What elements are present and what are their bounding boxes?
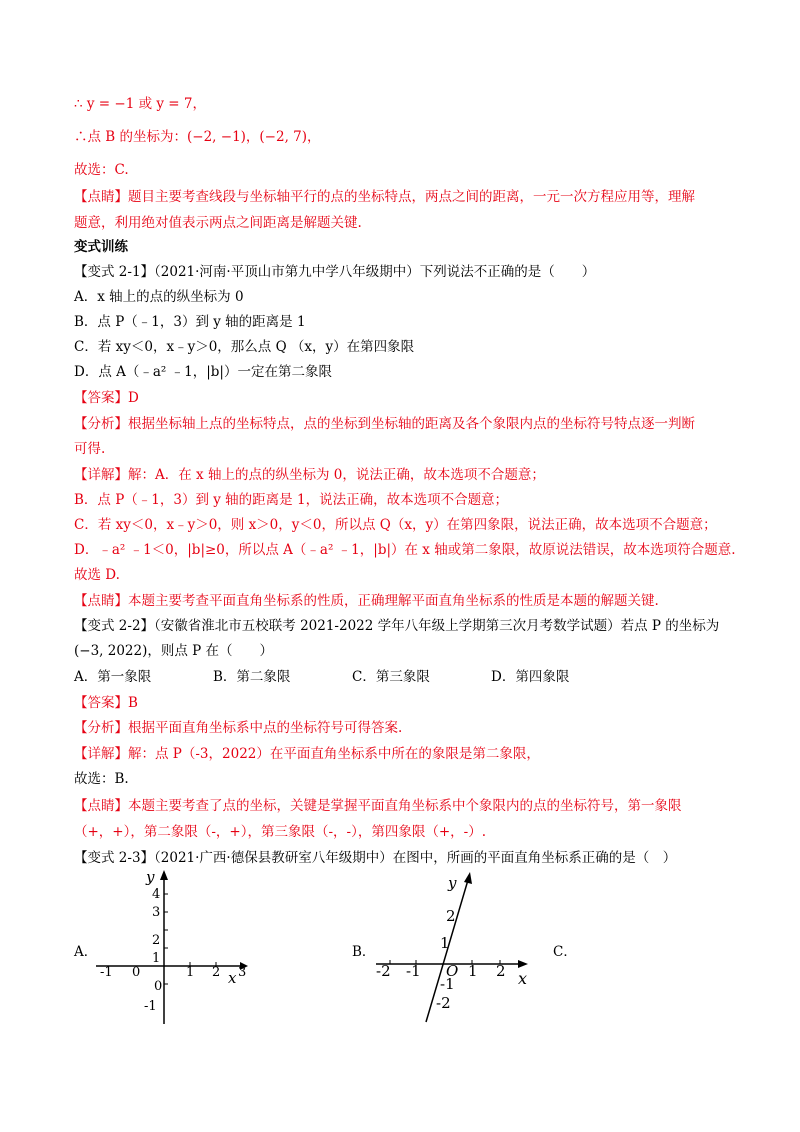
tick-x-neg2: -2: [376, 962, 391, 980]
detail-2-1-a: 【详解】解：A．在 x 轴上的点的纵坐标为 0，说法正确，故本选项不合题意；: [74, 467, 545, 483]
tick-x-3: 3: [238, 965, 247, 980]
option-2-2-a: A．第一象限: [74, 669, 152, 685]
figure-a-axes: [90, 868, 250, 1028]
comment-2-2-a: 【点睛】本题主要考查了点的坐标，关键是掌握平面直角坐标系中个象限内的点的坐标符号，第一象限: [74, 798, 682, 814]
option-2-2-d: D．第四象限: [491, 669, 570, 685]
figure-b-axes: [370, 868, 540, 1028]
detail-2-1-b: B．点 P（﹣1，3）到 y 轴的距离是 1，说法正确，故本选项不合题意；: [74, 492, 509, 508]
section-title: 变式训练: [74, 239, 128, 255]
line-answer-c: 故选：C.: [74, 162, 129, 178]
comment-2-2-b: （+，+），第二象限（-，+），第三象限（-，-），第四象限（+，-）.: [74, 824, 487, 840]
origin-label: O: [446, 962, 459, 980]
detail-2-2: 【详解】解：点 P（-3，2022）在平面直角坐标系中所在的象限是第二象限，: [74, 746, 540, 762]
analysis-2-1-b: 可得.: [74, 441, 106, 457]
tick-x-0: 0: [132, 965, 141, 980]
tick-x-neg1: -1: [100, 965, 113, 980]
comment-2-1: 【点睛】本题主要考查平面直角坐标系的性质，正确理解平面直角坐标系的性质是本题的解题关键.: [74, 593, 659, 609]
axis-label-x: x: [518, 969, 528, 988]
choice-2-2: 故选：B.: [74, 771, 129, 787]
tick-y-2: 2: [446, 907, 456, 925]
figure-b-label: B．: [352, 944, 376, 960]
line-b-coords: ∴点 B 的坐标为：(−2, −1)，(−2, 7)，: [74, 129, 321, 145]
tick-y-neg1: -1: [144, 999, 157, 1014]
answer-2-2: 【答案】B: [74, 695, 138, 711]
option-c: C．若 xy＜0，x﹣y＞0，那么点 Q （x，y）在第四象限: [74, 339, 415, 355]
question-2-1: 【变式 2-1】（2021·河南·平顶山市第九中学八年级期中）下列说法不正确的是（ ）: [74, 264, 596, 280]
option-2-2-b: B．第二象限: [213, 669, 291, 685]
figure-a-label: A．: [74, 944, 98, 960]
tick-x-1: 1: [186, 965, 195, 980]
analysis-2-2: 【分析】根据平面直角坐标系中点的坐标符号可得答案.: [74, 720, 403, 736]
tick-y-neg2: -2: [436, 994, 451, 1012]
question-2-3: 【变式 2-3】（2021·广西·德保县教研室八年级期中）在图中，所画的平面直角坐标系正确的是（ ）: [74, 850, 677, 866]
option-a: A．x 轴上的点的纵坐标为 0: [74, 289, 244, 305]
detail-2-1-choice: 故选 D.: [74, 567, 120, 583]
answer-2-1: 【答案】D: [74, 390, 139, 406]
tick-y-1: 1: [440, 934, 450, 952]
axis-label-y: y: [448, 874, 457, 892]
line-y-values: ∴ y = −1 或 y = 7，: [74, 96, 206, 112]
tick-y-2: 2: [152, 933, 161, 948]
tick-y-4: 4: [152, 887, 161, 902]
line-comment-2: 题意，利用绝对值表示两点之间距离是解题关键.: [74, 215, 362, 231]
axis-label-x: x: [228, 969, 237, 987]
detail-2-1-c: C．若 xy＜0，x﹣y＞0，则 x＞0，y＜0，所以点 Q（x，y）在第四象限，说法正确，故本选项不合题意；: [74, 517, 717, 533]
question-2-2-a: 【变式 2-2】（安徽省淮北市五校联考 2021-2022 学年八年级上学期第三次月考数学试题）若点 P 的坐标为: [74, 618, 720, 634]
tick-y-3: 3: [152, 905, 161, 920]
tick-x-1: 1: [468, 962, 478, 980]
option-2-2-c: C．第三象限: [352, 669, 430, 685]
detail-2-1-d: D．﹣a² ﹣1＜0，|b|≥0，所以点 A（﹣a² ﹣1，|b|）在 x 轴或第二象限，故原说法错误，故本选项符合题意.: [74, 542, 736, 558]
question-2-2-b: (−3, 2022)，则点 P 在（ ）: [74, 643, 274, 659]
tick-y-0: 0: [154, 979, 163, 994]
line-comment-1: 【点睛】题目主要考查线段与坐标轴平行的点的坐标特点，两点之间的距离，一元一次方程应用等，理解: [74, 189, 695, 205]
tick-x-2: 2: [496, 962, 506, 980]
figure-c-label: C．: [553, 944, 577, 960]
tick-x-neg1: -1: [406, 962, 421, 980]
analysis-2-1-a: 【分析】根据坐标轴上点的坐标特点，点的坐标到坐标轴的距离及各个象限内点的坐标符号特点逐一判断: [74, 416, 695, 432]
option-d: D．点 A（﹣a² ﹣1，|b|）一定在第二象限: [74, 364, 332, 380]
axis-label-y: y: [146, 868, 155, 886]
option-b: B．点 P（﹣1，3）到 y 轴的距离是 1: [74, 314, 306, 330]
tick-y-1: 1: [152, 951, 161, 966]
tick-x-2: 2: [212, 965, 221, 980]
tick-y-neg1: -1: [440, 975, 455, 993]
